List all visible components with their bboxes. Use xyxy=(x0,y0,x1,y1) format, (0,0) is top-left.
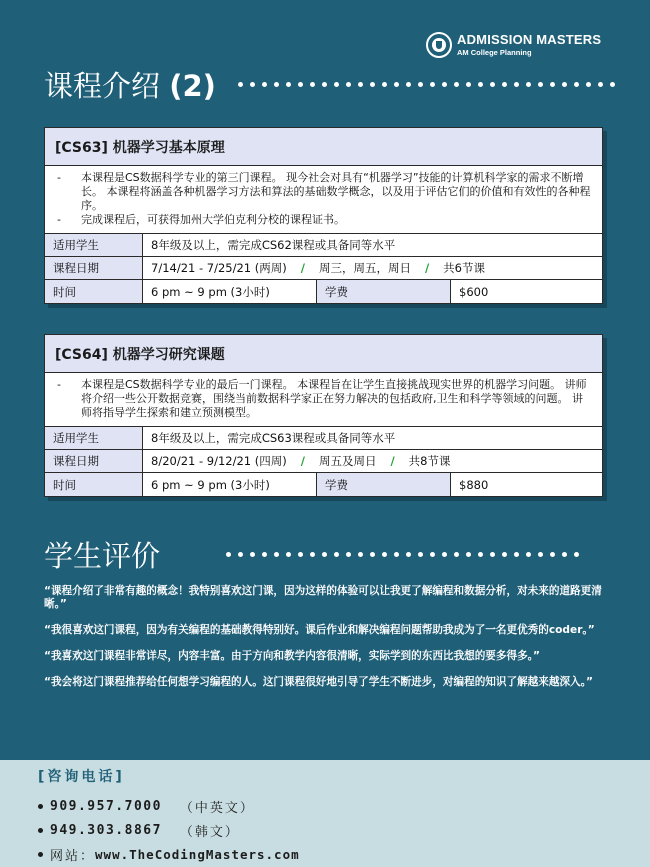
row-time-fee xyxy=(45,280,602,303)
contact-phone-1 xyxy=(38,794,650,818)
phone-language-note: （中英文） xyxy=(179,800,255,816)
dates-value: 8/20/21 - 9/12/21 (四周) / 周五及周日 / 共8节课 xyxy=(151,454,451,468)
dot-divider xyxy=(238,82,615,87)
row-dates xyxy=(45,450,602,473)
section-title-text: 学生评价 xyxy=(44,539,161,573)
brand-logo xyxy=(426,32,601,58)
dot-divider xyxy=(226,552,579,557)
description-item: - 本课程是CS数据科学专业的第三门课程。 现今社会对具有“机器学习”技能的计算机科学家的需求不断增长。 本课程将涵盖各种机器学习方法和算法的基础数学概念，以及用于评估它们的价值和有效性的各种程序。 xyxy=(57,171,591,212)
phone-number[interactable]: 949.303.8867 xyxy=(50,822,162,838)
course-description xyxy=(45,166,602,234)
time-label: 时间 xyxy=(45,280,143,303)
description-item: - 完成课程后，可获得加州大学伯克利分校的课程证书。 xyxy=(57,213,345,226)
students-label: 适用学生 xyxy=(45,234,143,256)
students-label: 适用学生 xyxy=(45,427,143,449)
student-reviews xyxy=(44,585,604,702)
contact-title: [咨询电话] xyxy=(38,769,125,785)
contact-panel xyxy=(0,760,650,867)
row-time-fee xyxy=(45,473,602,496)
section-title-courses xyxy=(44,64,615,105)
date-range: 8/20/21 - 9/12/21 (四周) xyxy=(151,454,287,468)
dates-label: 课程日期 xyxy=(45,450,143,472)
fee-label: 学费 xyxy=(317,280,451,303)
students-value: 8年级及以上，需完成CS62课程或具备同等水平 xyxy=(151,238,396,252)
course-heading: [CS64] 机器学习研究课题 xyxy=(45,335,602,373)
fee-value: $600 xyxy=(459,284,489,299)
review-quote: “我喜欢这门课程非常详尽，内容丰富。由于方向和教学内容很清晰，实际学到的东西比我想的要多得多。” xyxy=(44,650,540,662)
website-label: 网站： xyxy=(50,848,96,864)
time-label: 时间 xyxy=(45,473,143,496)
bullet-icon xyxy=(38,852,43,857)
time-value: 6 pm ~ 9 pm (3小时) xyxy=(143,280,317,303)
course-heading: [CS63] 机器学习基本原理 xyxy=(45,128,602,166)
time-value: 6 pm ~ 9 pm (3小时) xyxy=(143,473,317,496)
section-title-reviews xyxy=(44,534,579,575)
bullet-icon xyxy=(38,828,43,833)
row-students xyxy=(45,427,602,450)
fee-value: $880 xyxy=(459,477,489,492)
phone-language-note: （韩文） xyxy=(179,824,240,840)
section-title-number: (2) xyxy=(169,69,216,103)
session-count: 共8节课 xyxy=(408,454,451,468)
course-card-cs64 xyxy=(44,334,603,497)
row-dates xyxy=(45,257,602,280)
contact-website xyxy=(38,842,650,866)
date-range: 7/14/21 - 7/25/21 (两周) xyxy=(151,261,287,275)
description-item: - 本课程是CS数据科学专业的最后一门课程。 本课程旨在让学生直接挑战现实世界的机器学习问题。 讲师将介绍一些公开数据竞赛，围绕当前数据科学家正在努力解决的包括政府,卫生和科学等领域的问题。 讲师将指导学生探索和建立预测模型。 xyxy=(57,378,587,419)
review-quote: “我会将这门课程推荐给任何想学习编程的人。这门课程很好地引导了学生不断进步，对编程的知识了解越来越深入。” xyxy=(44,676,593,688)
course-card-cs63 xyxy=(44,127,603,304)
review-quote: “我很喜欢这门课程，因为有关编程的基础教得特别好。课后作业和解决编程问题帮助我成为了一名更优秀的coder。” xyxy=(44,624,595,636)
contact-phone-2 xyxy=(38,818,650,842)
review-quote: “课程介绍了非常有趣的概念！我特别喜欢这门课，因为这样的体验可以让我更了解编程和数据分析，对未来的道路更清晰。” xyxy=(44,585,602,610)
course-description xyxy=(45,373,602,427)
section-title-main: 课程介绍 xyxy=(44,69,170,103)
brand-subtitle: AM College Planning xyxy=(457,47,532,57)
brand-name: ADMISSION MASTERS xyxy=(457,31,602,47)
shield-logo-icon xyxy=(426,32,452,58)
fee-label: 学费 xyxy=(317,473,451,496)
dates-value: 7/14/21 - 7/25/21 (两周) / 周三，周五，周日 / 共6节课 xyxy=(151,261,485,275)
dates-label: 课程日期 xyxy=(45,257,143,279)
website-link[interactable]: www.TheCodingMasters.com xyxy=(95,846,300,862)
bullet-icon xyxy=(38,804,43,809)
students-value: 8年级及以上，需完成CS63课程或具备同等水平 xyxy=(151,431,396,445)
class-days: 周五及周日 xyxy=(318,454,377,468)
phone-number[interactable]: 909.957.7000 xyxy=(50,798,162,814)
class-days: 周三，周五，周日 xyxy=(318,261,411,275)
session-count: 共6节课 xyxy=(443,261,485,275)
row-students xyxy=(45,234,602,257)
